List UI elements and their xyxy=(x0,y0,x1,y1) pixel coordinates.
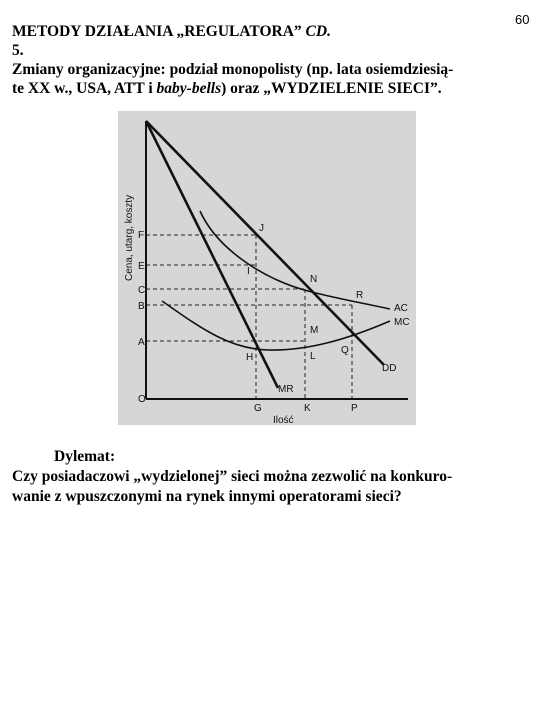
dilemma-section xyxy=(12,447,537,507)
point-label-M: M xyxy=(310,325,319,336)
dilemma-line-2: wanie z wpuszczonymi na rynek innymi operatorami sieci? xyxy=(12,488,402,505)
monopoly-cost-diagram xyxy=(118,111,416,425)
curve-label-MC: MC xyxy=(394,317,410,328)
point-label-R: R xyxy=(356,290,364,301)
curve-label-MR: MR xyxy=(278,384,294,395)
heading-line-1: METODY DZIAŁANIA „REGULATORA” CD. xyxy=(12,23,331,40)
y-tick-B: B xyxy=(138,301,145,312)
point-label-Q: Q xyxy=(341,345,349,356)
dilemma-line-1: Czy posiadaczowi „wydzielonej” sieci można zezwolić na konkuro- xyxy=(12,468,453,485)
y-tick-A: A xyxy=(138,337,145,348)
heading xyxy=(12,22,532,98)
y-axis-label: Cena, utarg, koszty xyxy=(124,194,135,281)
point-label-J: J xyxy=(259,223,264,234)
x-tick-P: P xyxy=(351,403,358,414)
curve-label-AC: AC xyxy=(394,303,408,314)
heading-line-4: te XX w., USA, ATT i baby-bells) oraz „WYDZIELENIE SIECI”. xyxy=(12,80,442,97)
heading-line-2: 5. xyxy=(12,42,24,59)
point-label-N: N xyxy=(310,274,318,285)
y-tick-E: E xyxy=(138,261,145,272)
page-number: 60 xyxy=(515,12,530,27)
y-tick-C: C xyxy=(138,285,146,296)
dilemma-title: Dylemat: xyxy=(54,448,116,465)
point-label-I: I xyxy=(247,266,250,277)
curve-label-DD: DD xyxy=(382,363,397,374)
point-label-L: L xyxy=(310,351,316,362)
point-label-H: H xyxy=(246,352,254,363)
y-tick-O: O xyxy=(138,394,146,405)
heading-line-3: Zmiany organizacyjne: podział monopolisty (np. lata osiemdziesią- xyxy=(12,61,454,78)
y-tick-F: F xyxy=(138,230,145,241)
x-tick-G: G xyxy=(254,403,262,414)
scanned-figure-background xyxy=(118,111,416,425)
x-tick-K: K xyxy=(304,403,311,414)
x-axis-label: Ilość xyxy=(273,415,294,425)
